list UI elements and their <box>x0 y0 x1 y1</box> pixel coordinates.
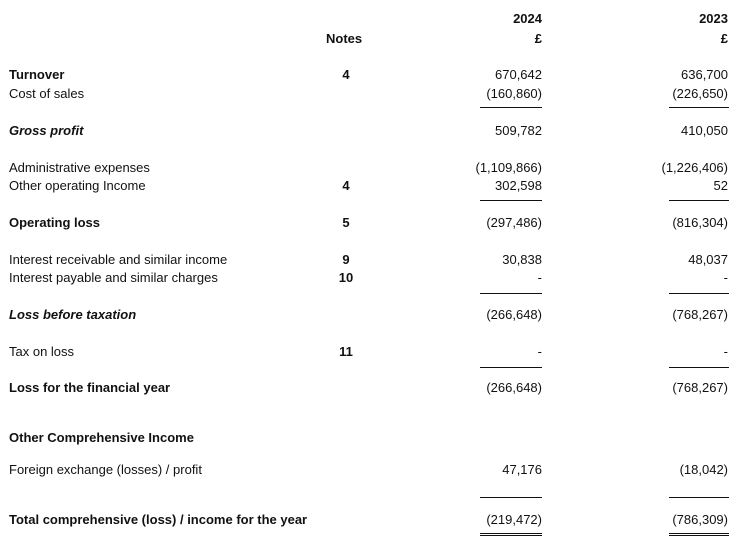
interest-receivable-2024: 30,838 <box>502 252 542 267</box>
admin-expenses-label: Administrative expenses <box>9 160 150 175</box>
notes-header: Notes <box>326 31 363 46</box>
loss-year-2024: (266,648) <box>486 380 542 395</box>
operating-loss-2023: (816,304) <box>672 215 728 230</box>
currency-2024: £ <box>534 31 542 46</box>
turnover-2024: 670,642 <box>495 67 542 82</box>
subtotal-rule <box>480 367 542 368</box>
cost-of-sales-label: Cost of sales <box>9 86 85 101</box>
operating-loss-2024: (297,486) <box>486 215 542 230</box>
fx-2024: 47,176 <box>502 462 542 477</box>
loss-year-label: Loss for the financial year <box>9 380 171 395</box>
interest-payable-note: 10 <box>338 270 354 285</box>
interest-receivable-2023: 48,037 <box>688 252 728 267</box>
turnover-label: Turnover <box>9 67 65 82</box>
total-label: Total comprehensive (loss) / income for the year <box>9 512 308 527</box>
total-2024: (219,472) <box>486 512 542 527</box>
interest-receivable-note: 9 <box>342 252 350 267</box>
year-2023-header: 2023 <box>699 11 728 26</box>
fx-2023: (18,042) <box>679 462 728 477</box>
interest-payable-2023: - <box>723 270 728 285</box>
oci-heading: Other Comprehensive Income <box>9 430 194 445</box>
loss-before-tax-label: Loss before taxation <box>9 307 137 322</box>
subtotal-rule <box>669 107 729 108</box>
subtotal-rule <box>669 367 729 368</box>
other-income-label: Other operating Income <box>9 178 146 193</box>
other-income-2024: 302,598 <box>495 178 542 193</box>
loss-year-2023: (768,267) <box>672 380 728 395</box>
tax-note: 11 <box>339 344 353 359</box>
total-2023: (786,309) <box>672 512 728 527</box>
subtotal-rule <box>480 200 542 201</box>
fx-label: Foreign exchange (losses) / profit <box>9 462 202 477</box>
turnover-2023: 636,700 <box>681 67 728 82</box>
admin-expenses-2023: (1,226,406) <box>661 160 728 175</box>
subtotal-rule <box>669 497 729 498</box>
gross-profit-label: Gross profit <box>9 123 84 138</box>
total-double-rule <box>480 533 542 539</box>
tax-2024: - <box>537 344 542 359</box>
gross-profit-2023: 410,050 <box>681 123 728 138</box>
subtotal-rule <box>669 293 729 294</box>
other-income-note: 4 <box>342 178 350 193</box>
subtotal-rule <box>480 293 542 294</box>
operating-loss-label: Operating loss <box>9 215 101 230</box>
gross-profit-2024: 509,782 <box>495 123 542 138</box>
tax-2023: - <box>723 344 728 359</box>
operating-loss-note: 5 <box>342 215 350 230</box>
subtotal-rule <box>480 107 542 108</box>
tax-label: Tax on loss <box>9 344 75 359</box>
turnover-note: 4 <box>342 67 350 82</box>
loss-before-tax-2023: (768,267) <box>672 307 728 322</box>
interest-payable-2024: - <box>537 270 542 285</box>
currency-2023: £ <box>720 31 728 46</box>
interest-receivable-label: Interest receivable and similar income <box>9 252 228 267</box>
cost-of-sales-2024: (160,860) <box>486 86 542 101</box>
loss-before-tax-2024: (266,648) <box>486 307 542 322</box>
cost-of-sales-2023: (226,650) <box>672 86 728 101</box>
admin-expenses-2024: (1,109,866) <box>475 160 542 175</box>
total-double-rule <box>669 533 729 539</box>
other-income-2023: 52 <box>713 178 728 193</box>
interest-payable-label: Interest payable and similar charges <box>9 270 218 285</box>
subtotal-rule <box>480 497 542 498</box>
year-2024-header: 2024 <box>513 11 542 26</box>
subtotal-rule <box>669 200 729 201</box>
